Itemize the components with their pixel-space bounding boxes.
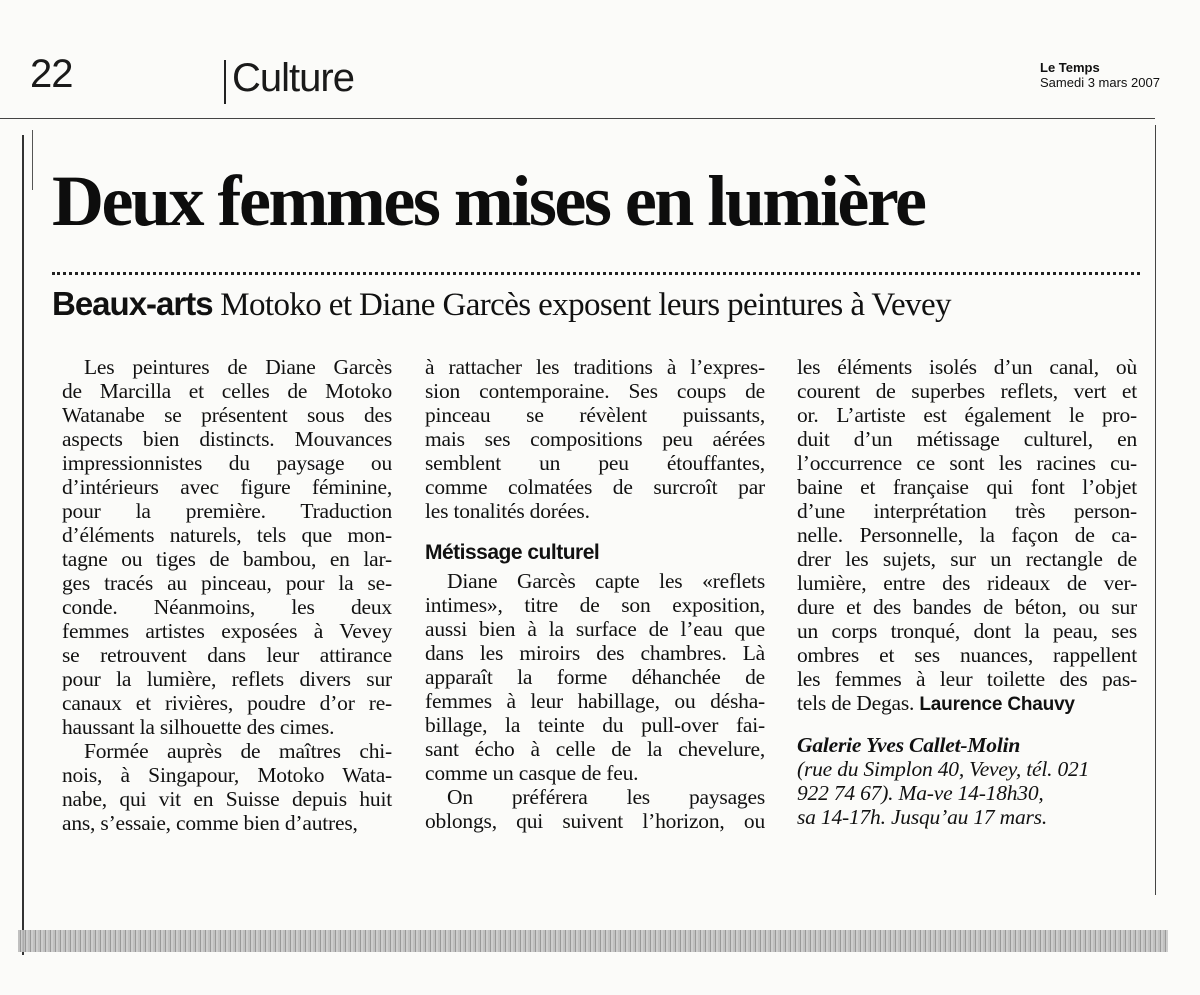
text-line: les tonalités dorées. <box>425 499 590 523</box>
text-line: comme un casque de feu. <box>425 761 639 785</box>
newspaper-name: Le Temps <box>1040 60 1100 75</box>
text-line: courent de superbes reflets, vert et <box>797 379 1137 403</box>
text-line: duit d’un métissage culturel, en <box>797 427 1137 451</box>
header-rule <box>0 118 1155 119</box>
text-line: se retrouvent dans leur attirance <box>62 643 392 667</box>
text-line: à rattacher les traditions à l’expres- <box>425 355 765 379</box>
section-title: Culture <box>232 56 354 100</box>
page-bottom-band <box>18 930 1168 952</box>
margin-rule <box>32 130 33 190</box>
text-line: (rue du Simplon 40, Vevey, tél. 021 <box>797 757 1090 781</box>
text-line: ges tracés au pinceau, pour la se- <box>62 571 392 595</box>
text-line: nabe, qui vit en Suisse depuis huit <box>62 787 392 811</box>
exhibition-info <box>797 757 1137 829</box>
text-line: Watanabe se présentent sous des <box>62 403 392 427</box>
text-line: pinceau se révèlent puissants, <box>425 403 765 427</box>
text-line: un corps tronqué, dont la peau, ses <box>797 619 1137 643</box>
text-line: impressionnistes du paysage ou <box>62 451 392 475</box>
text-line: tels de Degas. <box>797 691 915 715</box>
text-line: sa 14-17h. Jusqu’au 17 mars. <box>797 805 1048 829</box>
text-line: Les peintures de Diane Garcès <box>84 355 392 379</box>
text-line: comme colmatées de surcroît par <box>425 475 765 499</box>
text-line: d’une interprétation très person- <box>797 499 1137 523</box>
text-line: semblent un peu étouffantes, <box>425 451 765 475</box>
text-line: nelle. Personnelle, la façon de ca- <box>797 523 1137 547</box>
text-line: l’occurrence ce sont les racines cu- <box>797 451 1137 475</box>
closing-line <box>797 691 1137 715</box>
article-column-3 <box>797 355 1137 829</box>
text-line: tagne ou tiges de bambou, en lar- <box>62 547 392 571</box>
byline: Laurence Chauvy <box>919 694 1075 715</box>
text-line: Formée auprès de maîtres chi- <box>84 739 392 763</box>
text-line: baine et française qui font l’objet <box>797 475 1137 499</box>
text-line: pour la première. Traduction <box>62 499 392 523</box>
margin-rule <box>22 135 24 955</box>
gallery-name: Galerie Yves Callet-Molin <box>797 733 1021 757</box>
text-line: dans les miroirs des chambres. Là <box>425 641 765 665</box>
text-line: billage, la teinte du pull-over fai- <box>425 713 765 737</box>
text-line: sion contemporaine. Ses coups de <box>425 379 765 403</box>
section-divider <box>224 60 226 104</box>
text-line: 922 74 67). Ma-ve 14-18h30, <box>797 781 1044 805</box>
headline: Deux femmes mises en lumière <box>52 161 925 241</box>
text-line: oblongs, qui suivent l’horizon, ou <box>425 809 765 833</box>
subhead-text: Motoko et Diane Garcès exposent leurs peintures à Vevey <box>220 287 951 323</box>
crosshead: Métissage culturel <box>425 541 600 564</box>
text-line: d’éléments naturels, tels que mon- <box>62 523 392 547</box>
text-line: drer les sujets, sur un rectangle de <box>797 547 1137 571</box>
article-column-1 <box>62 355 392 835</box>
text-line: femmes à leur habillage, ou désha- <box>425 689 765 713</box>
publication-date: Samedi 3 mars 2007 <box>1040 75 1160 90</box>
kicker: Beaux-arts <box>52 285 213 322</box>
text-line: mais ses compositions peu aérées <box>425 427 765 451</box>
text-line: les femmes à leur toilette des pas- <box>797 667 1137 691</box>
margin-rule <box>1155 125 1156 895</box>
text-line: aussi bien à la surface de l’eau que <box>425 617 765 641</box>
text-line: intimes», titre de son exposition, <box>425 593 765 617</box>
text-line: pour la lumière, reflets divers sur <box>62 667 392 691</box>
text-line: aspects bien distincts. Mouvances <box>62 427 392 451</box>
text-line: ombres et ses nuances, rappellent <box>797 643 1137 667</box>
page-number: 22 <box>30 52 73 96</box>
text-line: nois, à Singapour, Motoko Wata- <box>62 763 392 787</box>
dotted-rule <box>52 272 1140 275</box>
text-line: On préférera les paysages <box>447 785 765 809</box>
text-line: lumière, entre des rideaux de ver- <box>797 571 1137 595</box>
article-column-2 <box>425 355 765 833</box>
text-line: or. L’artiste est également le pro- <box>797 403 1137 427</box>
text-line: de Marcilla et celles de Motoko <box>62 379 392 403</box>
text-line: canaux et rivières, poudre d’or re- <box>62 691 392 715</box>
text-line: Diane Garcès capte les «reflets <box>447 569 765 593</box>
text-line: conde. Néanmoins, les deux <box>62 595 392 619</box>
subheadline <box>52 285 951 324</box>
text-line: d’intérieurs avec figure féminine, <box>62 475 392 499</box>
text-line: les éléments isolés d’un canal, où <box>797 355 1137 379</box>
text-line: sant écho à celle de la chevelure, <box>425 737 765 761</box>
text-line: dure et des bandes de béton, ou sur <box>797 595 1137 619</box>
text-line: femmes artistes exposées à Vevey <box>62 619 392 643</box>
text-line: ans, s’essaie, comme bien d’autres, <box>62 811 358 835</box>
text-line: apparaît la forme déhanchée de <box>425 665 765 689</box>
text-line: haussant la silhouette des cimes. <box>62 715 335 739</box>
